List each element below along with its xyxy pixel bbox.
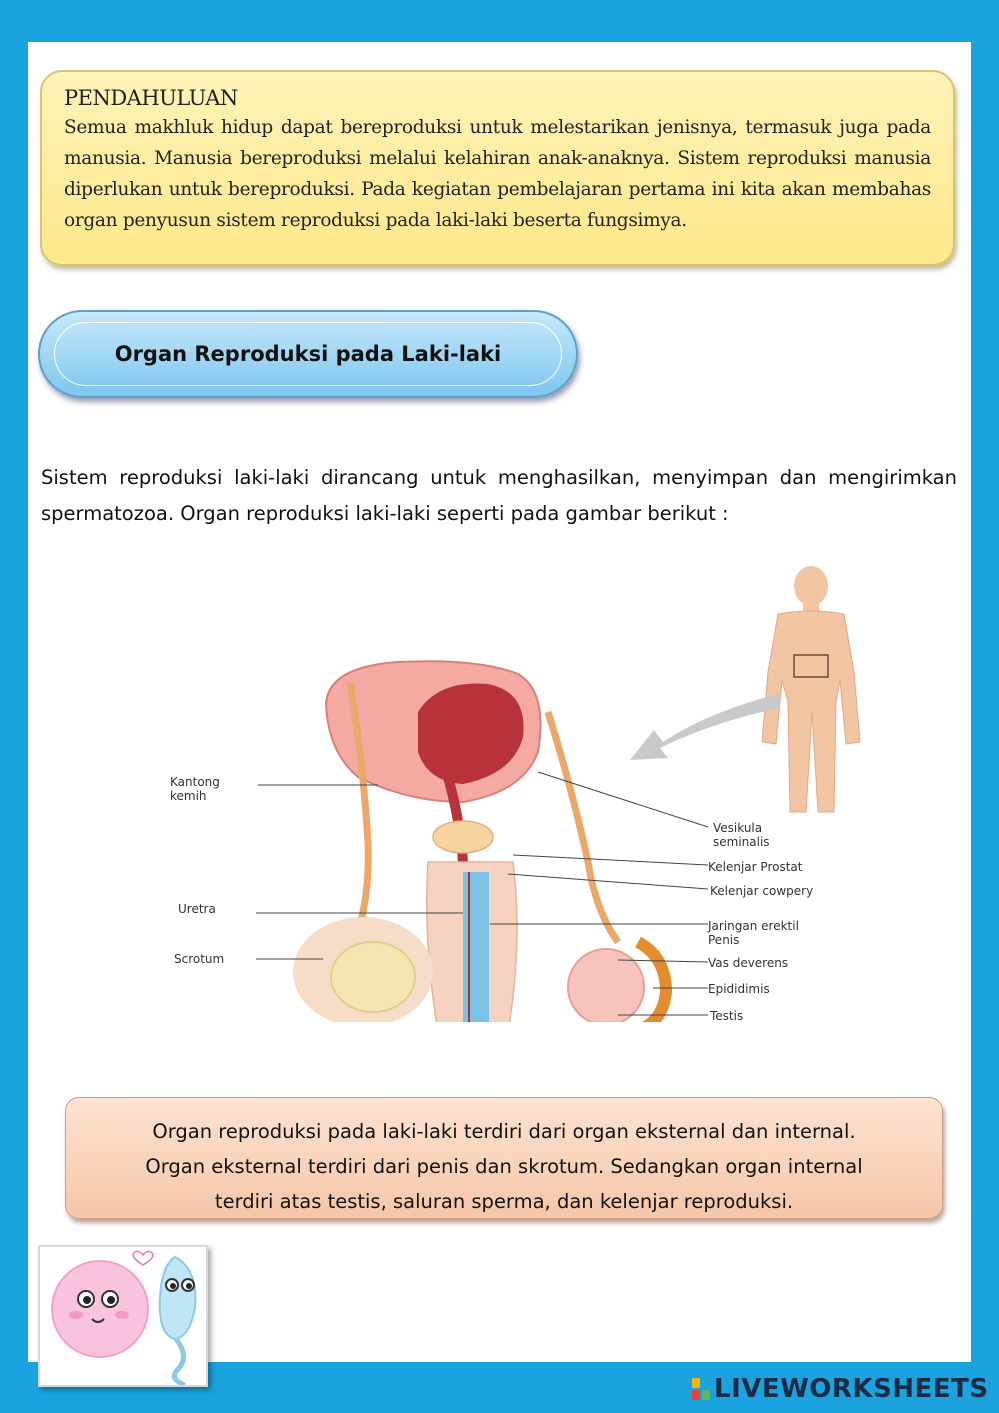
intro-title: PENDAHULUAN (64, 86, 238, 110)
vas-deferens-right (548, 712, 618, 942)
label-epididimis: Epididimis (708, 982, 770, 996)
summary-box (65, 1097, 943, 1219)
label-cowpery: Kelenjar cowpery (710, 884, 814, 898)
label-testis: Testis (710, 1009, 744, 1022)
label-kantong: Kantong (170, 775, 220, 789)
worksheet-page (28, 42, 971, 1362)
label-seminalis: seminalis (713, 835, 770, 849)
mascot-sticker (38, 1245, 208, 1387)
egg-cell-icon (52, 1261, 148, 1357)
body-silhouette-icon (762, 566, 860, 812)
footer-brand[interactable] (692, 1374, 989, 1404)
label-vesikula: Vesikula (713, 821, 763, 835)
intro-text: Semua makhluk hidup dapat bereproduksi untuk melestarikan jenisnya, termasuk juga pada manusia. Manusia bereproduksi melalui kelahiran anak-anaknya. Sistem reproduksi manusia diperlukan untuk bereproduksi. Pada kegiatan pembelajaran pertama ini kita akan membahas organ penyusun sistem reproduksi pada laki-laki beserta fungsimya. (64, 117, 931, 231)
label-prostat: Kelenjar Prostat (708, 860, 803, 874)
description-text: Sistem reproduksi laki-laki dirancang untuk menghasilkan, menyimpan dan mengirimkan spermatozoa. Organ reproduksi laki-laki seperti pada gambar berikut : (41, 466, 957, 525)
pointer-arrow-icon (630, 694, 780, 760)
penis-illustration (427, 862, 517, 1022)
label-uretra: Uretra (178, 902, 216, 916)
brand-name: LIVEWORKSHEETS (714, 1374, 989, 1404)
label-penis: Penis (708, 933, 740, 947)
intro-box (40, 70, 955, 266)
male-reproductive-diagram (118, 562, 878, 1022)
section-heading: Organ Reproduksi pada Laki-laki (54, 322, 562, 386)
testis-cross-section (568, 942, 666, 1022)
label-kemih: kemih (170, 789, 207, 803)
label-vas-deverens: Vas deverens (708, 956, 789, 970)
heart-icon (133, 1251, 153, 1265)
label-jaringan: Jaringan erektil (708, 919, 799, 933)
section-heading-pill (38, 310, 578, 398)
prostate-illustration (433, 821, 493, 853)
sperm-cell-icon (160, 1257, 196, 1385)
liveworksheets-logo-icon (692, 1378, 710, 1400)
scrotum-illustration (293, 917, 433, 1022)
summary-line-3: terdiri atas testis, saluran sperma, dan kelenjar reproduksi. (214, 1190, 794, 1213)
summary-line-2: Organ eksternal terdiri dari penis dan skrotum. Sedangkan organ internal (145, 1155, 863, 1178)
summary-line-1: Organ reproduksi pada laki-laki terdiri dari organ eksternal dan internal. (152, 1120, 856, 1143)
label-scrotum: Scrotum (174, 952, 225, 966)
